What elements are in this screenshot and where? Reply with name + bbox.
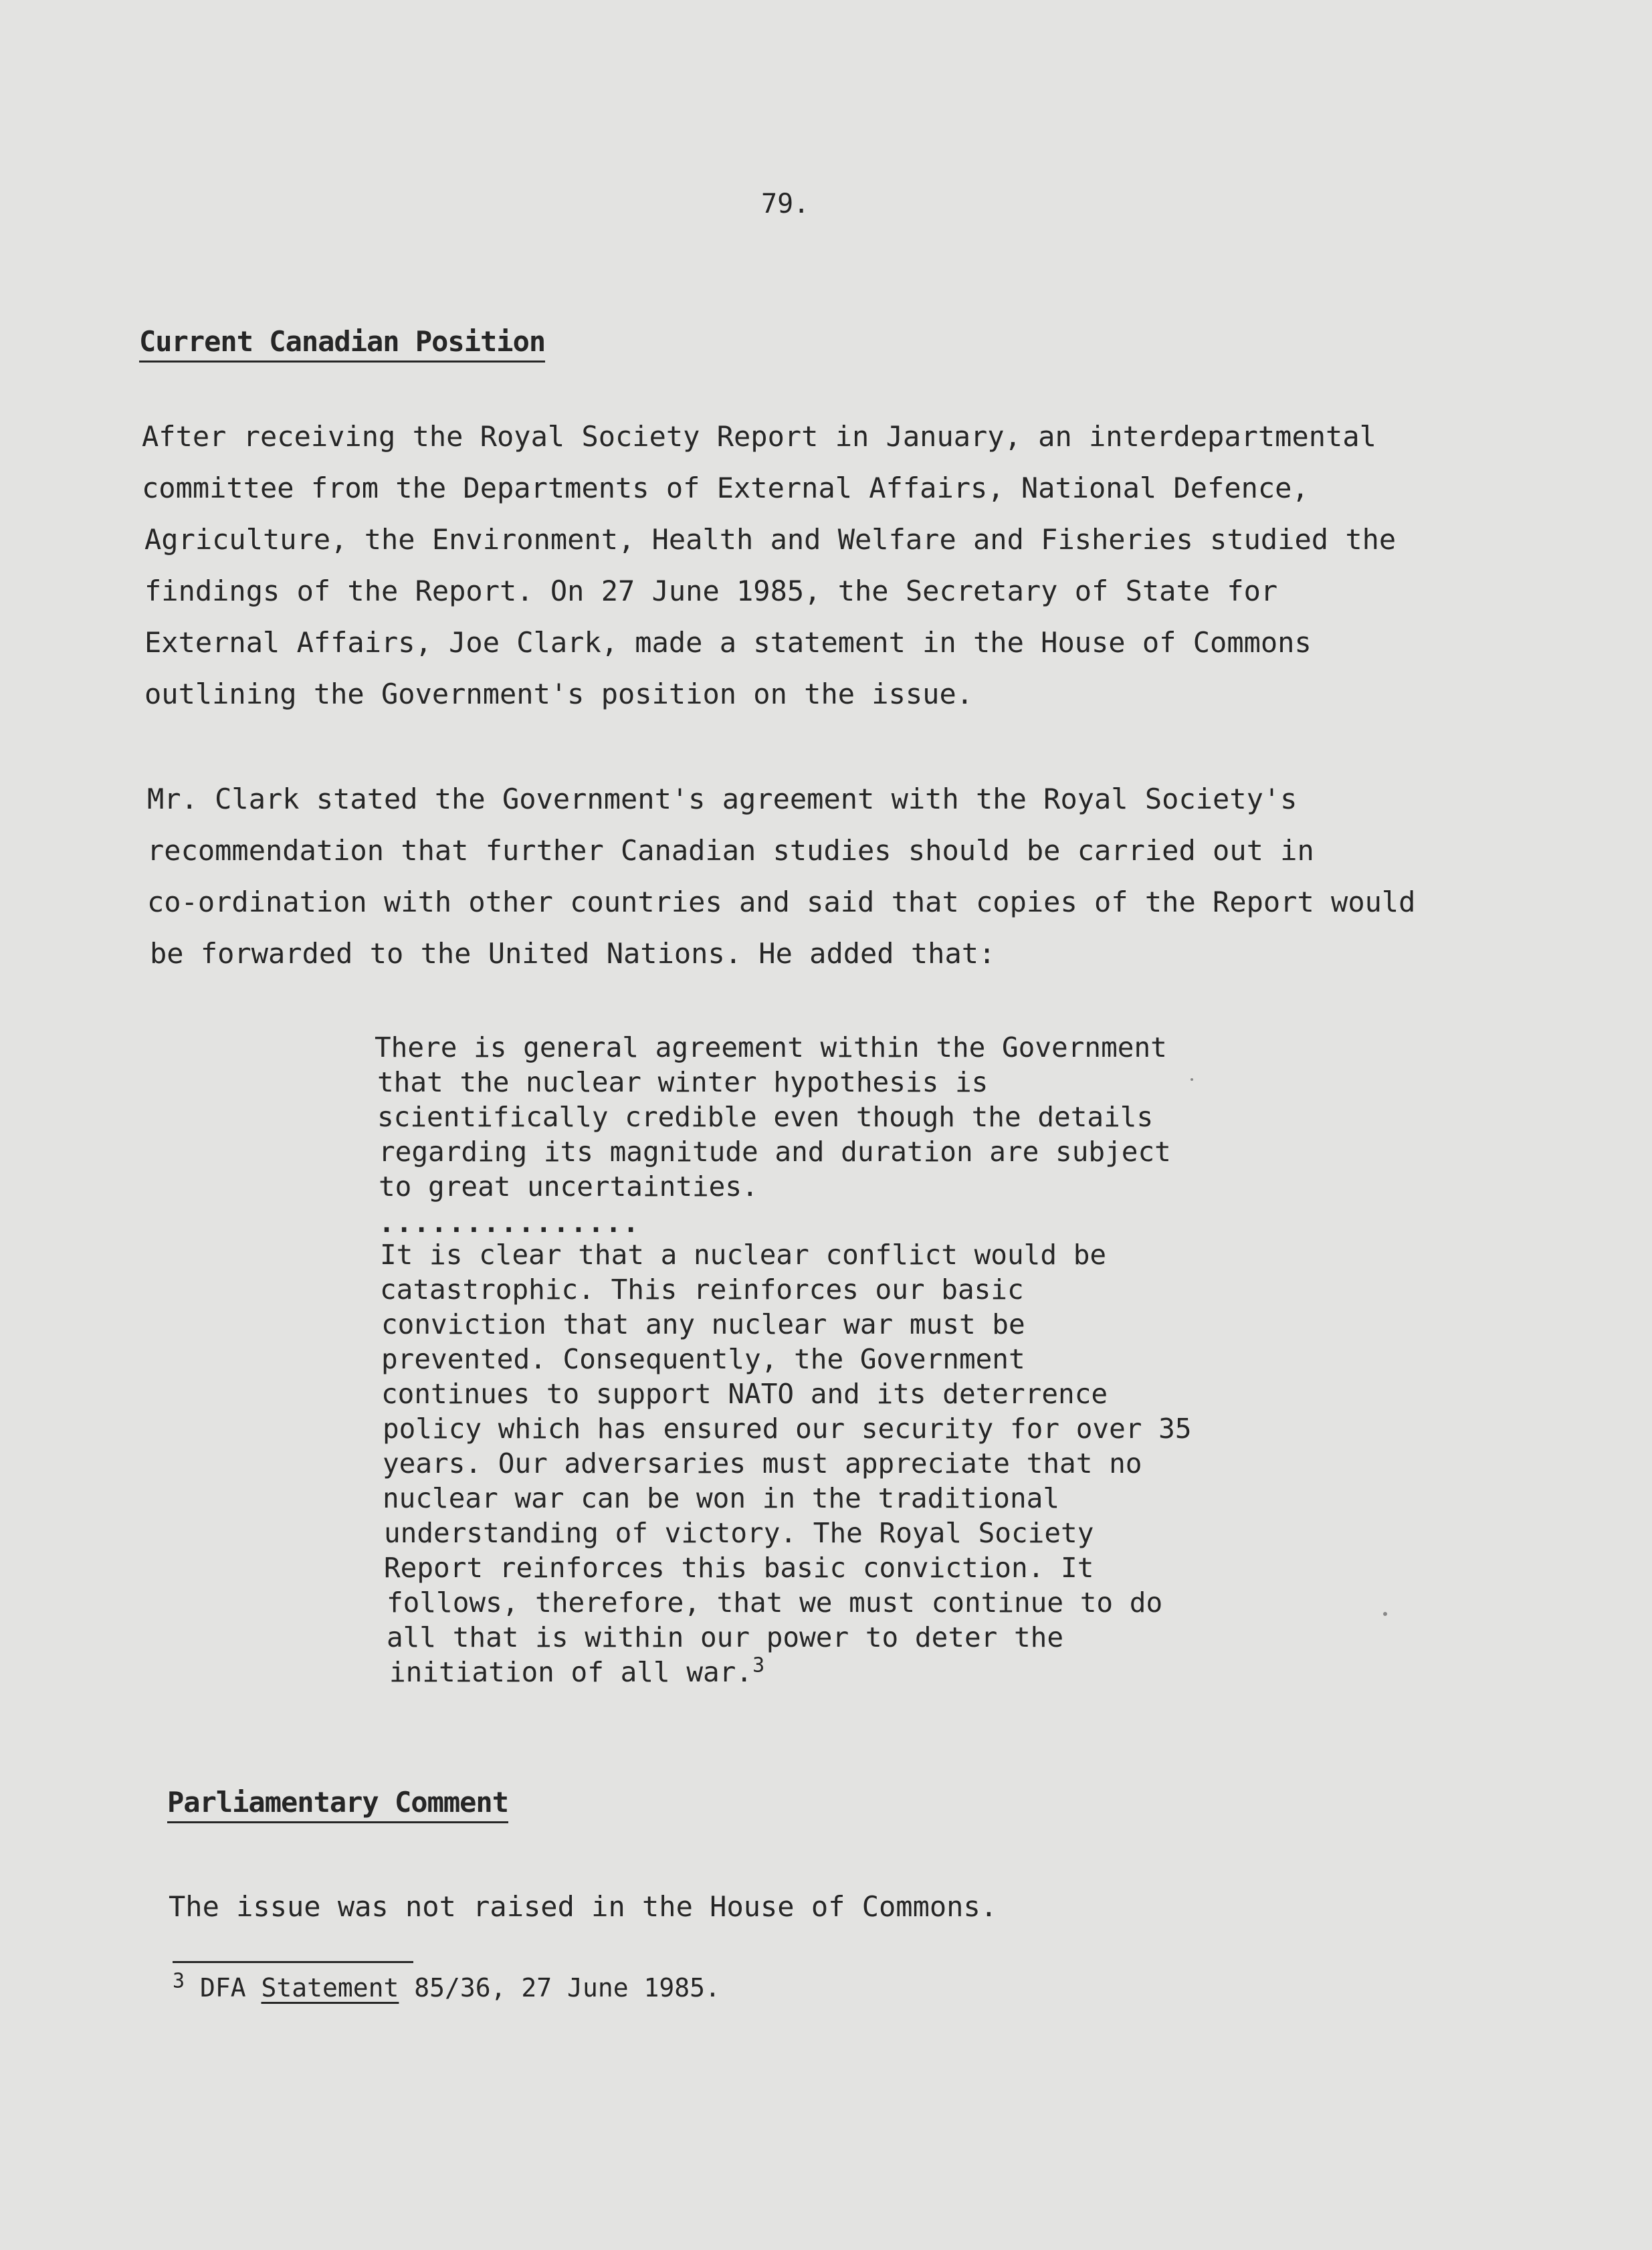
footnote-underlined: Statement (261, 1973, 399, 2003)
quote-line: It is clear that a nuclear conflict would be (380, 1239, 1107, 1271)
quote-line: nuclear war can be won in the traditional (383, 1482, 1060, 1514)
ellipsis: ............... (379, 1208, 641, 1239)
quote-line: understanding of victory. The Royal Society (384, 1517, 1094, 1549)
text-line: Mr. Clark stated the Government's agreement with the Royal Society's (147, 783, 1298, 815)
text-line: recommendation that further Canadian studies should be carried out in (147, 834, 1314, 867)
page-number: 79. (761, 189, 810, 219)
text-line: Agriculture, the Environment, Health and Welfare and Fisheries studied the (144, 523, 1397, 556)
paragraph-3: The issue was not raised in the House of Commons. (169, 1890, 998, 1923)
quote-line: Report reinforces this basic conviction. It (384, 1552, 1094, 1584)
text-line: outlining the Government's position on the issue. (144, 678, 974, 710)
text-line: findings of the Report. On 27 June 1985, the Secretary of State for (144, 575, 1278, 607)
footnote-prefix: DFA (199, 1973, 246, 2003)
paper-speck (1383, 1612, 1387, 1616)
quote-line: follows, therefore, that we must continue to do (387, 1587, 1163, 1619)
quote-line: prevented. Consequently, the Government (381, 1343, 1025, 1375)
quote-line: continues to support NATO and its deterrence (381, 1378, 1108, 1410)
quote-line: years. Our adversaries must appreciate that no (383, 1447, 1142, 1479)
section-heading-current-position: Current Canadian Position (139, 325, 545, 363)
quote-line: all that is within our power to deter the (387, 1621, 1064, 1653)
quote-line: There is general agreement within the Government (375, 1031, 1167, 1063)
quote-text: initiation of all war. (389, 1656, 753, 1688)
quote-line: to great uncertainties. (379, 1170, 758, 1203)
quote-line: that the nuclear winter hypothesis is (377, 1066, 989, 1098)
quote-line: catastrophic. This reinforces our basic (380, 1273, 1024, 1306)
paper-speck (1191, 1078, 1193, 1081)
quote-line: regarding its magnitude and duration are subject (379, 1136, 1171, 1168)
footnote-divider (173, 1961, 413, 1963)
footnote (173, 1969, 720, 2003)
text-line: After receiving the Royal Society Report in January, an interdepartmental (142, 420, 1376, 453)
text-line: co-ordination with other countries and said that copies of the Report would (147, 886, 1416, 918)
bleed-through (408, 204, 421, 231)
quote-line: conviction that any nuclear war must be (381, 1308, 1025, 1340)
text-line: be forwarded to the United Nations. He added that: (150, 937, 996, 970)
section-heading-parliamentary-comment: Parliamentary Comment (167, 1786, 508, 1823)
footnote-number: 3 (173, 1969, 185, 1993)
text-line: External Affairs, Joe Clark, made a statement in the House of Commons (144, 626, 1312, 659)
footnote-marker: 3 (752, 1653, 765, 1677)
quote-line-last (389, 1653, 765, 1688)
quote-line: scientifically credible even though the details (377, 1101, 1154, 1133)
footnote-rest: 85/36, 27 June 1985. (414, 1973, 720, 2003)
quote-line: policy which has ensured our security for over 35 (383, 1413, 1192, 1445)
text-line: committee from the Departments of External Affairs, National Defence, (142, 472, 1309, 504)
